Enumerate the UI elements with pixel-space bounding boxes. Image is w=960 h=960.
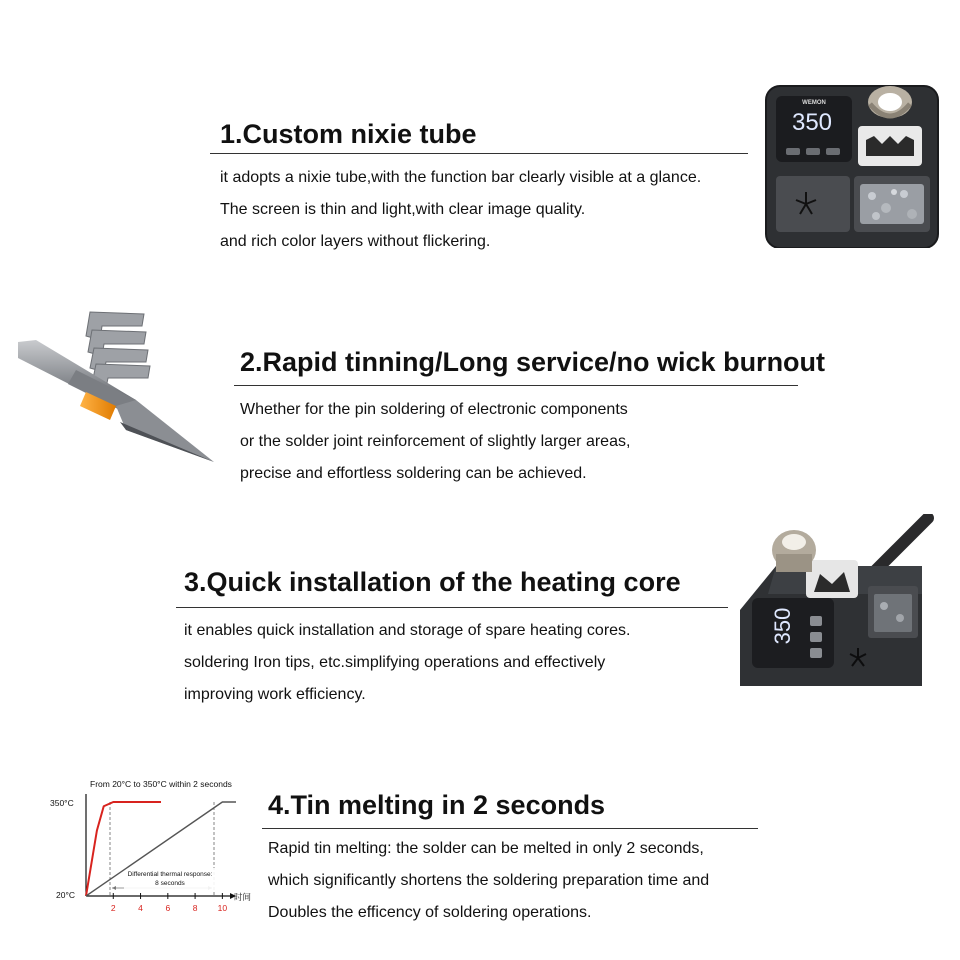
soldering-station-top-image — [762, 80, 942, 248]
chart-x-tick-label: 6 — [165, 903, 171, 913]
section-3-line-1: it enables quick installation and storage of spare heating cores. — [184, 622, 631, 639]
section-1-line-3: and rich color layers without flickering. — [220, 233, 491, 250]
device-display-value: 350 — [791, 109, 833, 136]
section-2-line-2: or the solder joint reinforcement of slightly larger areas, — [240, 433, 631, 450]
section-2-line-1: Whether for the pin soldering of electronic components — [240, 401, 628, 418]
chart-title: From 20°C to 350°C within 2 seconds — [90, 779, 232, 789]
chart-x-unit-label: 时间 — [234, 892, 252, 902]
device-button-2 — [806, 148, 820, 155]
section-1-title: 1.Custom nixie tube — [220, 119, 477, 149]
chart-y-top-label: 350°C — [50, 798, 74, 808]
soldering-tip-image — [16, 306, 220, 470]
device-brand: WEMON — [802, 100, 826, 106]
section-4-line-3: Doubles the efficency of soldering operations. — [268, 904, 592, 921]
chart-annotation-line-2: 8 seconds — [155, 880, 185, 887]
section-3-divider — [176, 607, 728, 608]
section-1-line-1: it adopts a nixie tube,with the function bar clearly visible at a glance. — [220, 169, 702, 186]
device-button-1 — [786, 148, 800, 155]
section-2-line-3: precise and effortless soldering can be achieved. — [240, 465, 587, 482]
section-4-line-1: Rapid tin melting: the solder can be melted in only 2 seconds, — [268, 840, 704, 857]
section-4-divider — [262, 828, 758, 829]
chart-x-tick-label: 8 — [192, 903, 198, 913]
chart-x-tick-label: 10 — [217, 903, 228, 913]
chart-x-tick-label: 4 — [138, 903, 143, 913]
section-2-title: 2.Rapid tinning/Long service/no wick burnout — [240, 347, 826, 377]
section-4-line-2: which significantly shortens the soldering preparation time and — [268, 872, 710, 889]
section-3-line-2: soldering Iron tips, etc.simplifying operations and effectively — [184, 654, 606, 671]
side-display-value: 350 — [770, 607, 795, 645]
section-3-line-3: improving work efficiency. — [184, 686, 366, 703]
device-button-3 — [826, 148, 840, 155]
chart-annotation-line-1: Differential thermal response: — [127, 871, 213, 878]
section-2-divider — [234, 385, 798, 386]
heating-chart — [40, 772, 260, 920]
chart-x-tick-label: 2 — [110, 903, 116, 913]
soldering-station-side-image — [732, 514, 936, 690]
section-1-divider — [210, 153, 748, 154]
section-1-line-2: The screen is thin and light,with clear image quality. — [220, 201, 586, 218]
section-3-title: 3.Quick installation of the heating core — [184, 567, 681, 597]
section-4-title: 4.Tin melting in 2 seconds — [268, 790, 606, 820]
chart-y-bottom-label: 20°C — [56, 890, 75, 900]
